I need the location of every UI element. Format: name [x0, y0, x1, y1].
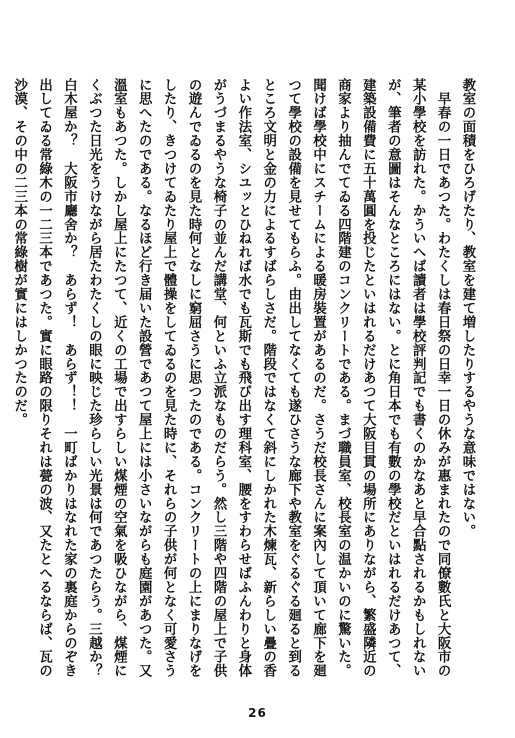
- paragraph-main: 早春の一日であつた。わたくしは春日祭の日幸一日の休みが惠まれたので同僚數氏と大阪市の某小學校を訪れた。かういへば讀者は學校評判記でも書くのかなあと早合點されるかもしれないが、筆者の意圖はそんなところにはない。とに角日本でも有數の學校だといはれるだけあつて、建築設備費に五十萬圓を投じたといはれるだけあつて大阪目貫の場所にありながら、繁盛隣近の商家より抽んでてゐる四階建のコンクリートである。まづ職員室、校長室の温かいのに驚いた。聞けば學校中にスチームによる暖房裝置があるのだ。さうだ校長さんに案內して頂いて廊下を廻つて學校の設備を見せてもらふ。由出してなくても遂ひさうな廊下や教室をぐるぐる廻ると到るところ文明と金の力によるすばらしさだ。階段ではなくて斜にしかれた木煉瓦、新らしい疊の香よい作法室、シユッとひねれば水でも瓦斯でも飛び出す理科室、腰をすわらせばふんわりと身体がうづまるやうな椅子の並んだ講堂、何といふ立派なものだらう。然し三階や四階の屋上で子供の遊んでゐるのを見た時何となしに窮屈さうに思つたのである。コンクリートの上にまりなげをしたり、きつけてゐたり屋上で體操をしてゐるのを見た時に、それらの子供が何となく可愛さうに思へたのである。なるほど行き届いた設營であつて屋上には小さいながらも庭園があつた。又溫室もあつた。しかし屋上にたつて、近くの工場で出すらしい煤煙の空氣を吸ひながら、煤煙にくぶつた日光をうけながら居たわたくしの眼に映じた珍らしい光景は何であつたらう。三越か？ 白木屋か？ 大阪市廳舍か？ あらず！ あらず！！ 一町ばかりはなれた家の裏庭からのぞき出してゐる常綠木の一二三本であつた。實に眼路の限りそれは甍の波、又たとへるならば、瓦の沙漠、その中の二三本の常綠樹が實にはしかつたのだ。: [11, 78, 452, 692]
- paragraph-heading-line: 教室の面積をひろげたり、教室を建て増したりするやうな意味ではない。: [460, 78, 476, 539]
- page-number: 26: [248, 706, 267, 720]
- body-text: [11, 78, 480, 692]
